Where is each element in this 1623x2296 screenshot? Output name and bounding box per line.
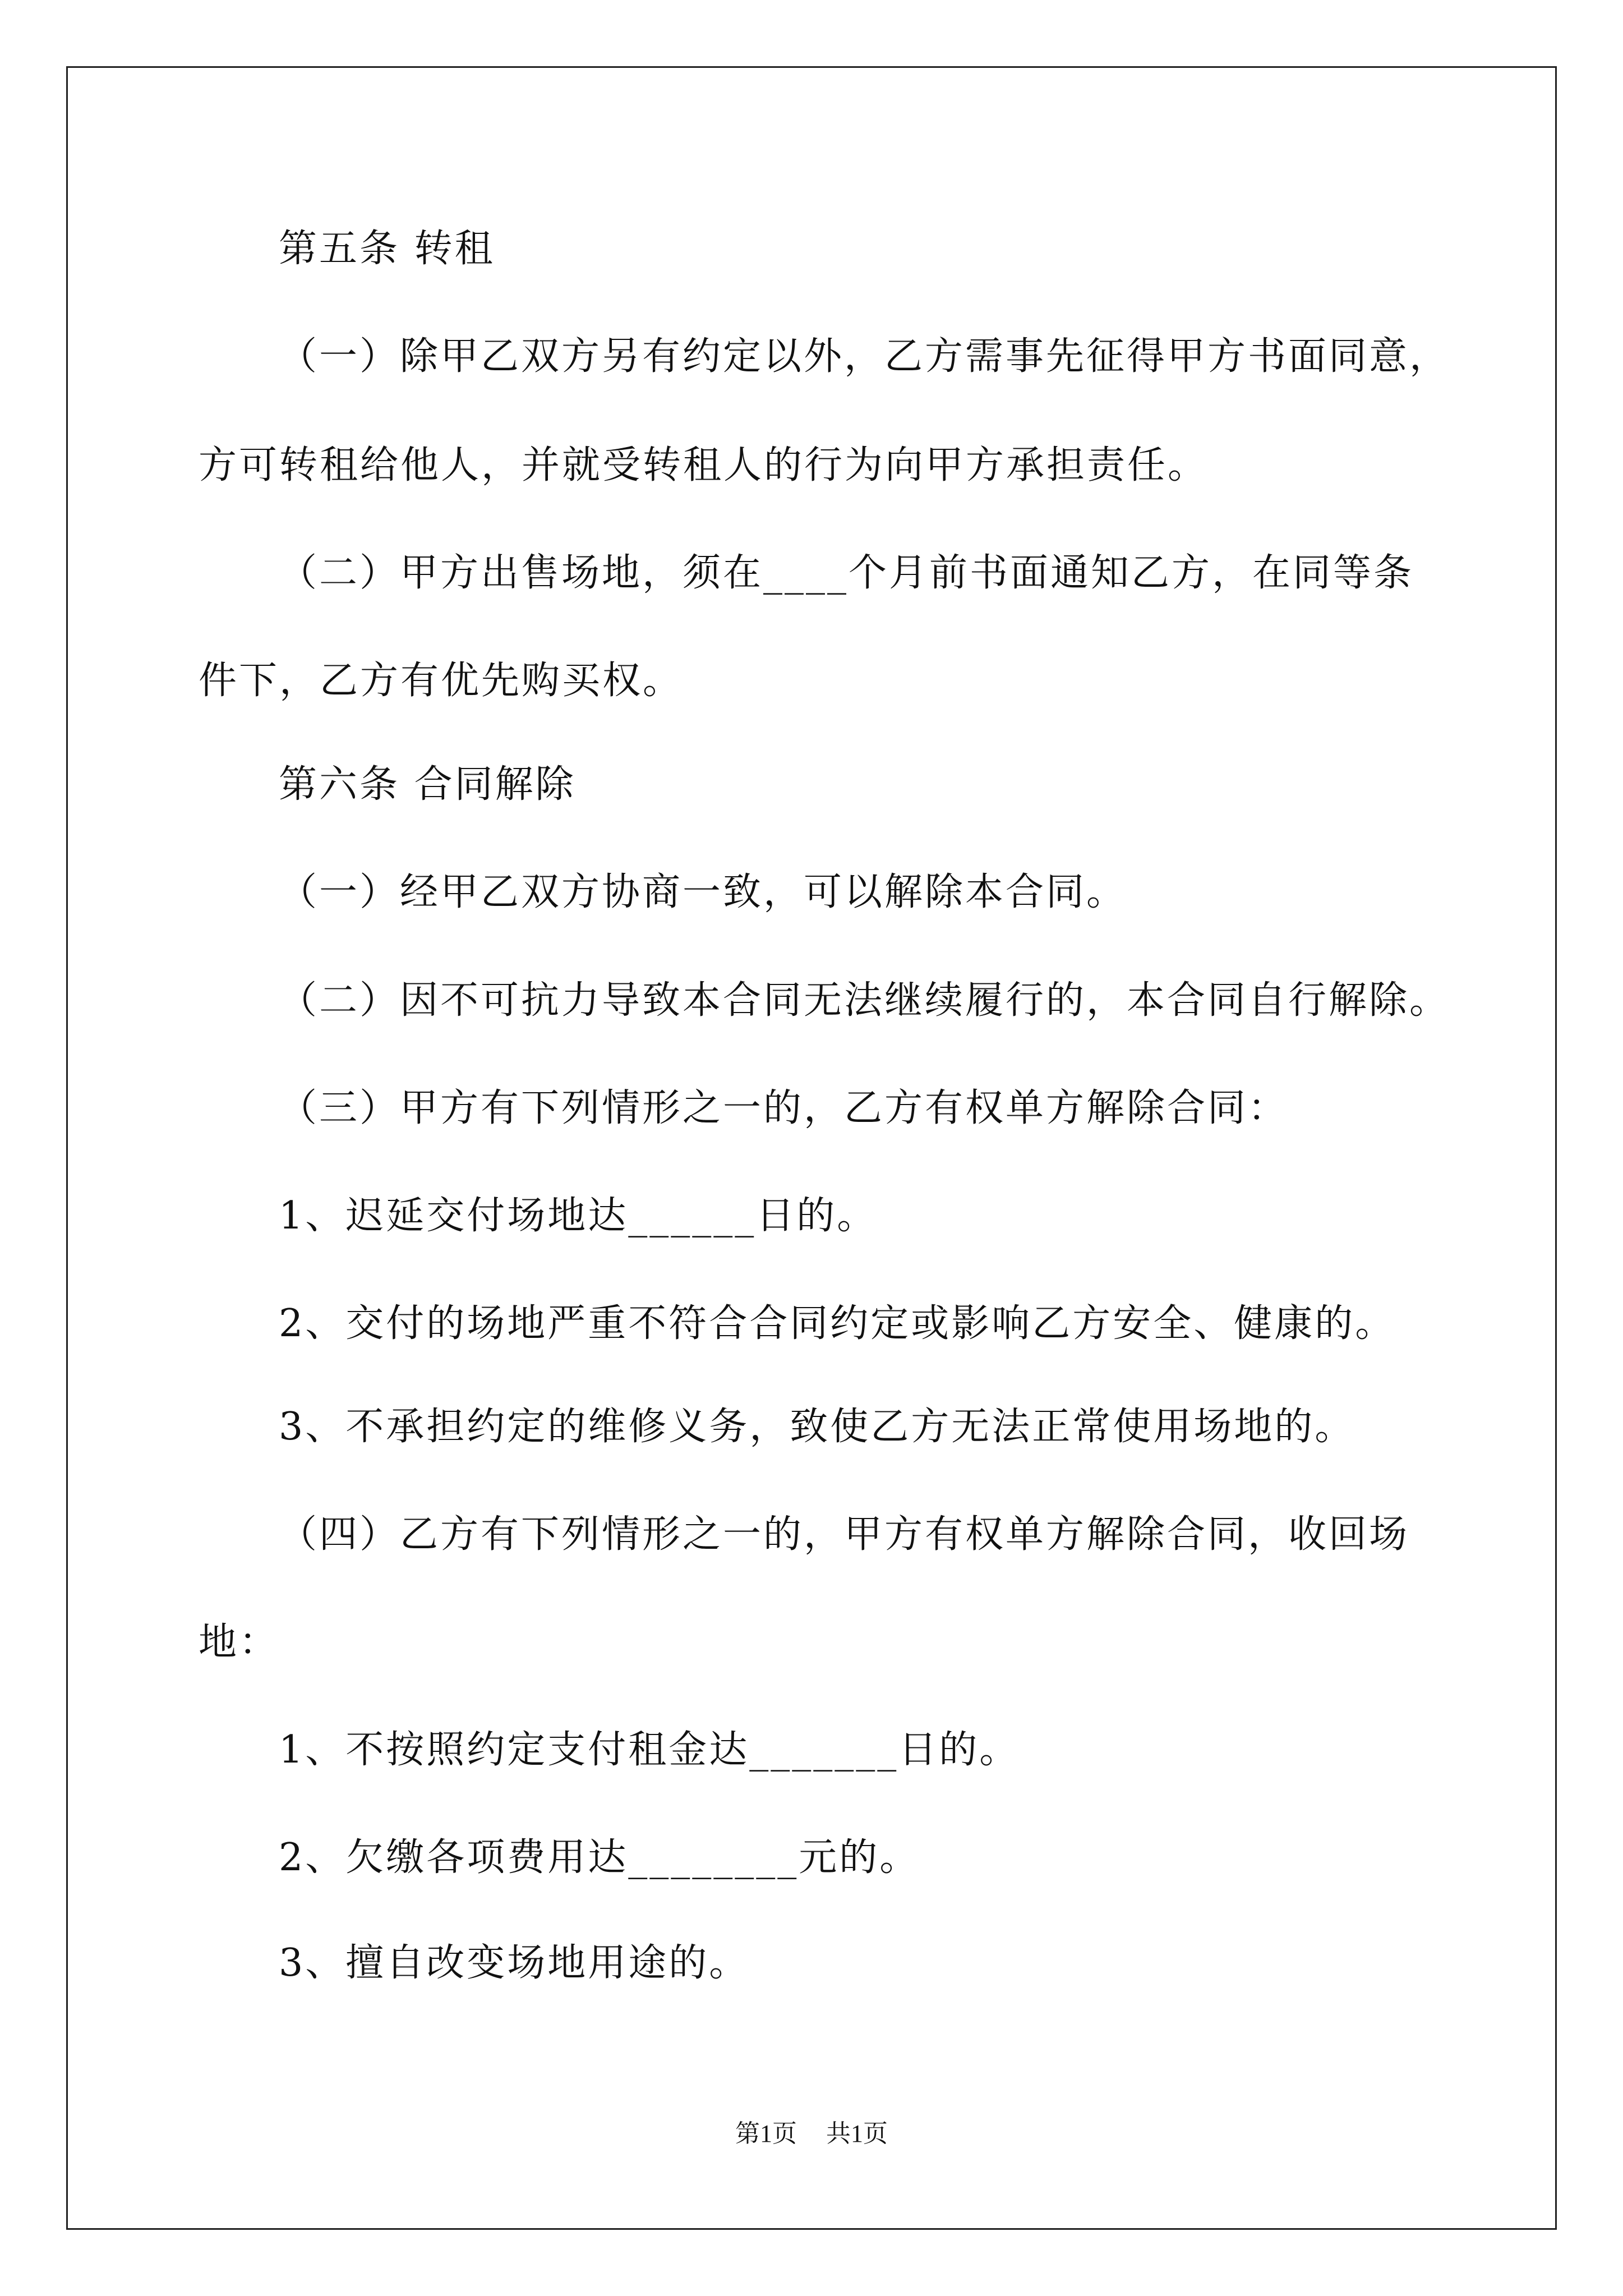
paragraph-line: （二）甲方出售场地，须在____个月前书面通知乙方，在同等条 bbox=[279, 551, 1414, 595]
paragraph-line: 地： bbox=[199, 1620, 280, 1664]
list-item: 1、迟延交付场地达______日的。 bbox=[279, 1194, 878, 1238]
list-item: 2、欠缴各项费用达________元的。 bbox=[279, 1835, 920, 1880]
article-6-heading: 第六条 合同解除 bbox=[279, 762, 576, 807]
page-number: 第1页 bbox=[735, 2120, 797, 2147]
paragraph-line: 件下，乙方有优先购买权。 bbox=[199, 659, 684, 703]
paragraph-line: （四）乙方有下列情形之一的，甲方有权单方解除合同，收回场 bbox=[279, 1512, 1410, 1557]
list-item: 1、不按照约定支付租金达_______日的。 bbox=[279, 1728, 1020, 1772]
paragraph-line: （一）经甲乙双方协商一致，可以解除本合同。 bbox=[279, 870, 1127, 914]
paragraph-line: （二）因不可抗力导致本合同无法继续履行的，本合同自行解除。 bbox=[279, 978, 1450, 1023]
paragraph-line: （一）除甲乙双方另有约定以外，乙方需事先征得甲方书面同意， bbox=[279, 334, 1450, 379]
page-footer bbox=[0, 2122, 1623, 2146]
page-total: 共1页 bbox=[826, 2120, 888, 2147]
page-border bbox=[66, 66, 1557, 2230]
paragraph-line: （三）甲方有下列情形之一的，乙方有权单方解除合同： bbox=[279, 1086, 1289, 1130]
paragraph-line: 方可转租给他人，并就受转租人的行为向甲方承担责任。 bbox=[199, 443, 1209, 487]
list-item: 3、不承担约定的维修义务，致使乙方无法正常使用场地的。 bbox=[279, 1405, 1355, 1449]
article-5-heading: 第五条 转租 bbox=[279, 227, 495, 271]
list-item: 2、交付的场地严重不符合合同约定或影响乙方安全、健康的。 bbox=[279, 1301, 1396, 1346]
list-item: 3、擅自改变场地用途的。 bbox=[279, 1941, 750, 1985]
